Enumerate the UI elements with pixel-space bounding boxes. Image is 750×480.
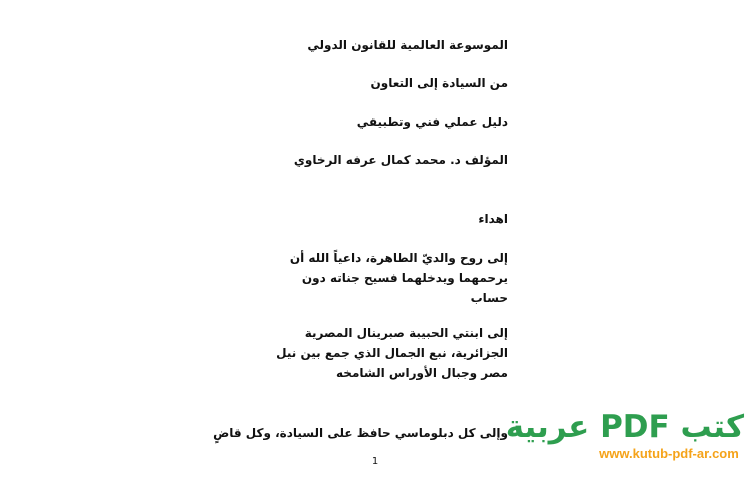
watermark-url: www.kutub-pdf-ar.com <box>599 446 739 461</box>
watermark-logo <box>505 408 744 462</box>
watermark-title: كتب PDF عربية <box>505 409 744 445</box>
document-author: المؤلف د. محمد كمال عرفه الرخاوي <box>293 153 508 167</box>
document-title: الموسوعة العالمية للقانون الدولي <box>307 38 508 52</box>
dedication-parents: إلى روح والديّ الطاهرة، داعياً الله أن يرحمهما ويدخلهما فسيح جناته دون حساب <box>289 251 508 305</box>
dedication-diplomats: وإلى كل دبلوماسي حافظ على السيادة، وكل قاضٍ <box>213 426 508 440</box>
page-number: 1 <box>371 456 379 467</box>
document-guide-line: دليل عملي فني وتطبيقي <box>356 115 508 129</box>
dedication-heading: اهداء <box>478 212 508 226</box>
document-subtitle: من السيادة إلى التعاون <box>370 76 508 90</box>
dedication-daughter: إلى ابنتي الحبيبة صبرينال المصرية الجزائرية، نبع الجمال الذي جمع بين نيل مصر وجبال الأوراس الشامخه <box>276 326 508 380</box>
